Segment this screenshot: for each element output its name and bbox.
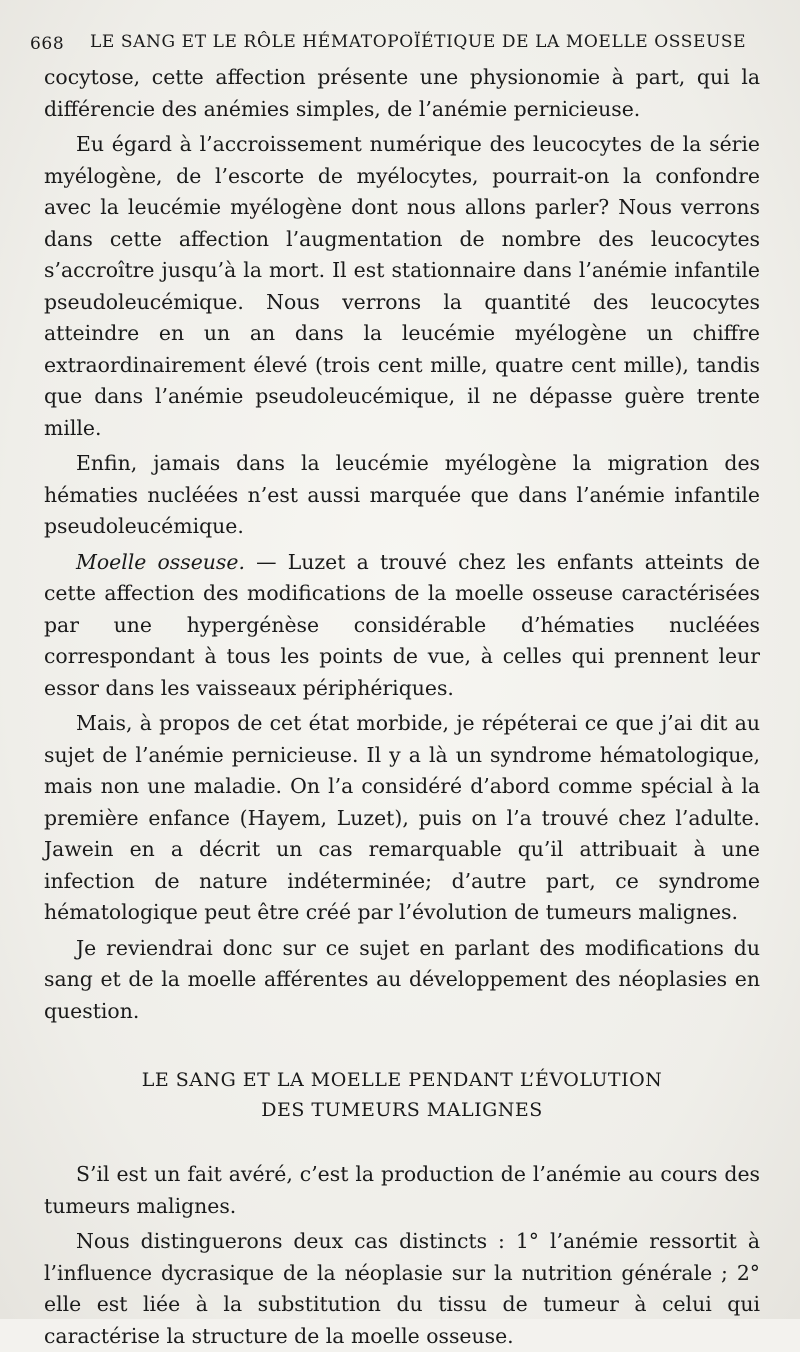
section-heading-line-2: DES TUMEURS MALIGNES <box>261 1099 543 1121</box>
section-heading <box>44 1065 760 1125</box>
paragraph-syndrome: Mais, à propos de cet état morbide, je répéterai ce que j’ai dit au sujet de l’anémie pernicieuse. Il y a là un syndrome hématologique, mais non une maladie. On l’a considéré d’abord comme spécial à la première enfance (Hayem, Luzet), puis on l’a trouvé chez l’adulte. Jawein en a décrit un cas remarquable qu’il attribuait à une infection de nature indéterminée; d’autre part, ce syndrome hématologique peut être créé par l’évolution de tumeurs malignes. <box>44 711 760 924</box>
running-head <box>30 26 770 56</box>
paragraph-leucemie-comparison: Eu égard à l’accroissement numérique des leucocytes de la série myélogène, de l’escorte de myélocytes, pourrait-on la confondre avec la leucémie myélogène dont nous allons parler? Nous verrons dans cette affection l’augmentation de nombre des leucocytes s’accroître jusqu’à la mort. Il est stationnaire dans l’anémie infantile pseudoleucémique. Nous verrons la quantité des leucocytes atteindre en un an dans la leucémie myélogène un chiffre extraordinairement élevé (trois cent mille, quatre cent mille), tandis que dans l’anémie pseudoleucémique, il ne dépasse guère trente mille. <box>44 132 760 440</box>
body-text <box>44 62 760 1352</box>
paragraph-deux-cas: Nous distinguerons deux cas distincts : 1° l’anémie ressortit à l’influence dycrasique de la néoplasie sur la nutrition générale ; 2° elle est liée à la substitution du tissu de tumeur à celui qui caractérise la structure de la moelle osseuse. <box>44 1229 760 1348</box>
paragraph-fait-avere: S’il est un fait avéré, c’est la production de l’anémie au cours des tumeurs malignes. <box>44 1162 760 1218</box>
running-head-title: LE SANG ET LE RÔLE HÉMATOPOÏÉTIQUE DE LA MOELLE OSSEUSE <box>90 32 747 52</box>
paragraph-migration-hematies: Enfin, jamais dans la leucémie myélogène la migration des hématies nucléées n’est aussi marquée que dans l’anémie infantile pseudoleucémique. <box>44 451 760 538</box>
page-number: 668 <box>30 34 65 54</box>
paragraph-continued: cocytose, cette affection présente une physionomie à part, qui la différencie des anémies simples, de l’anémie pernicieuse. <box>44 65 760 121</box>
paragraph-moelle-osseuse <box>44 547 760 705</box>
paragraph-reviendrai: Je reviendrai donc sur ce sujet en parlant des modifications du sang et de la moelle afférentes au développement des néoplasies en question. <box>44 935 760 1023</box>
run-in-heading: Moelle osseuse. <box>76 549 245 574</box>
paragraph-moelle-osseuse-text: — Luzet a trouvé chez les enfants atteints de cette affection des modifications de la moelle osseuse caractérisées par une hypergénèse considérable d’hématies nucléées correspondant à tous les points de vue, à celles qui prennent leur essor dans les vaisseaux périphériques. <box>44 549 761 700</box>
section-heading-line-1: LE SANG ET LA MOELLE PENDANT L’ÉVOLUTION <box>141 1069 663 1091</box>
